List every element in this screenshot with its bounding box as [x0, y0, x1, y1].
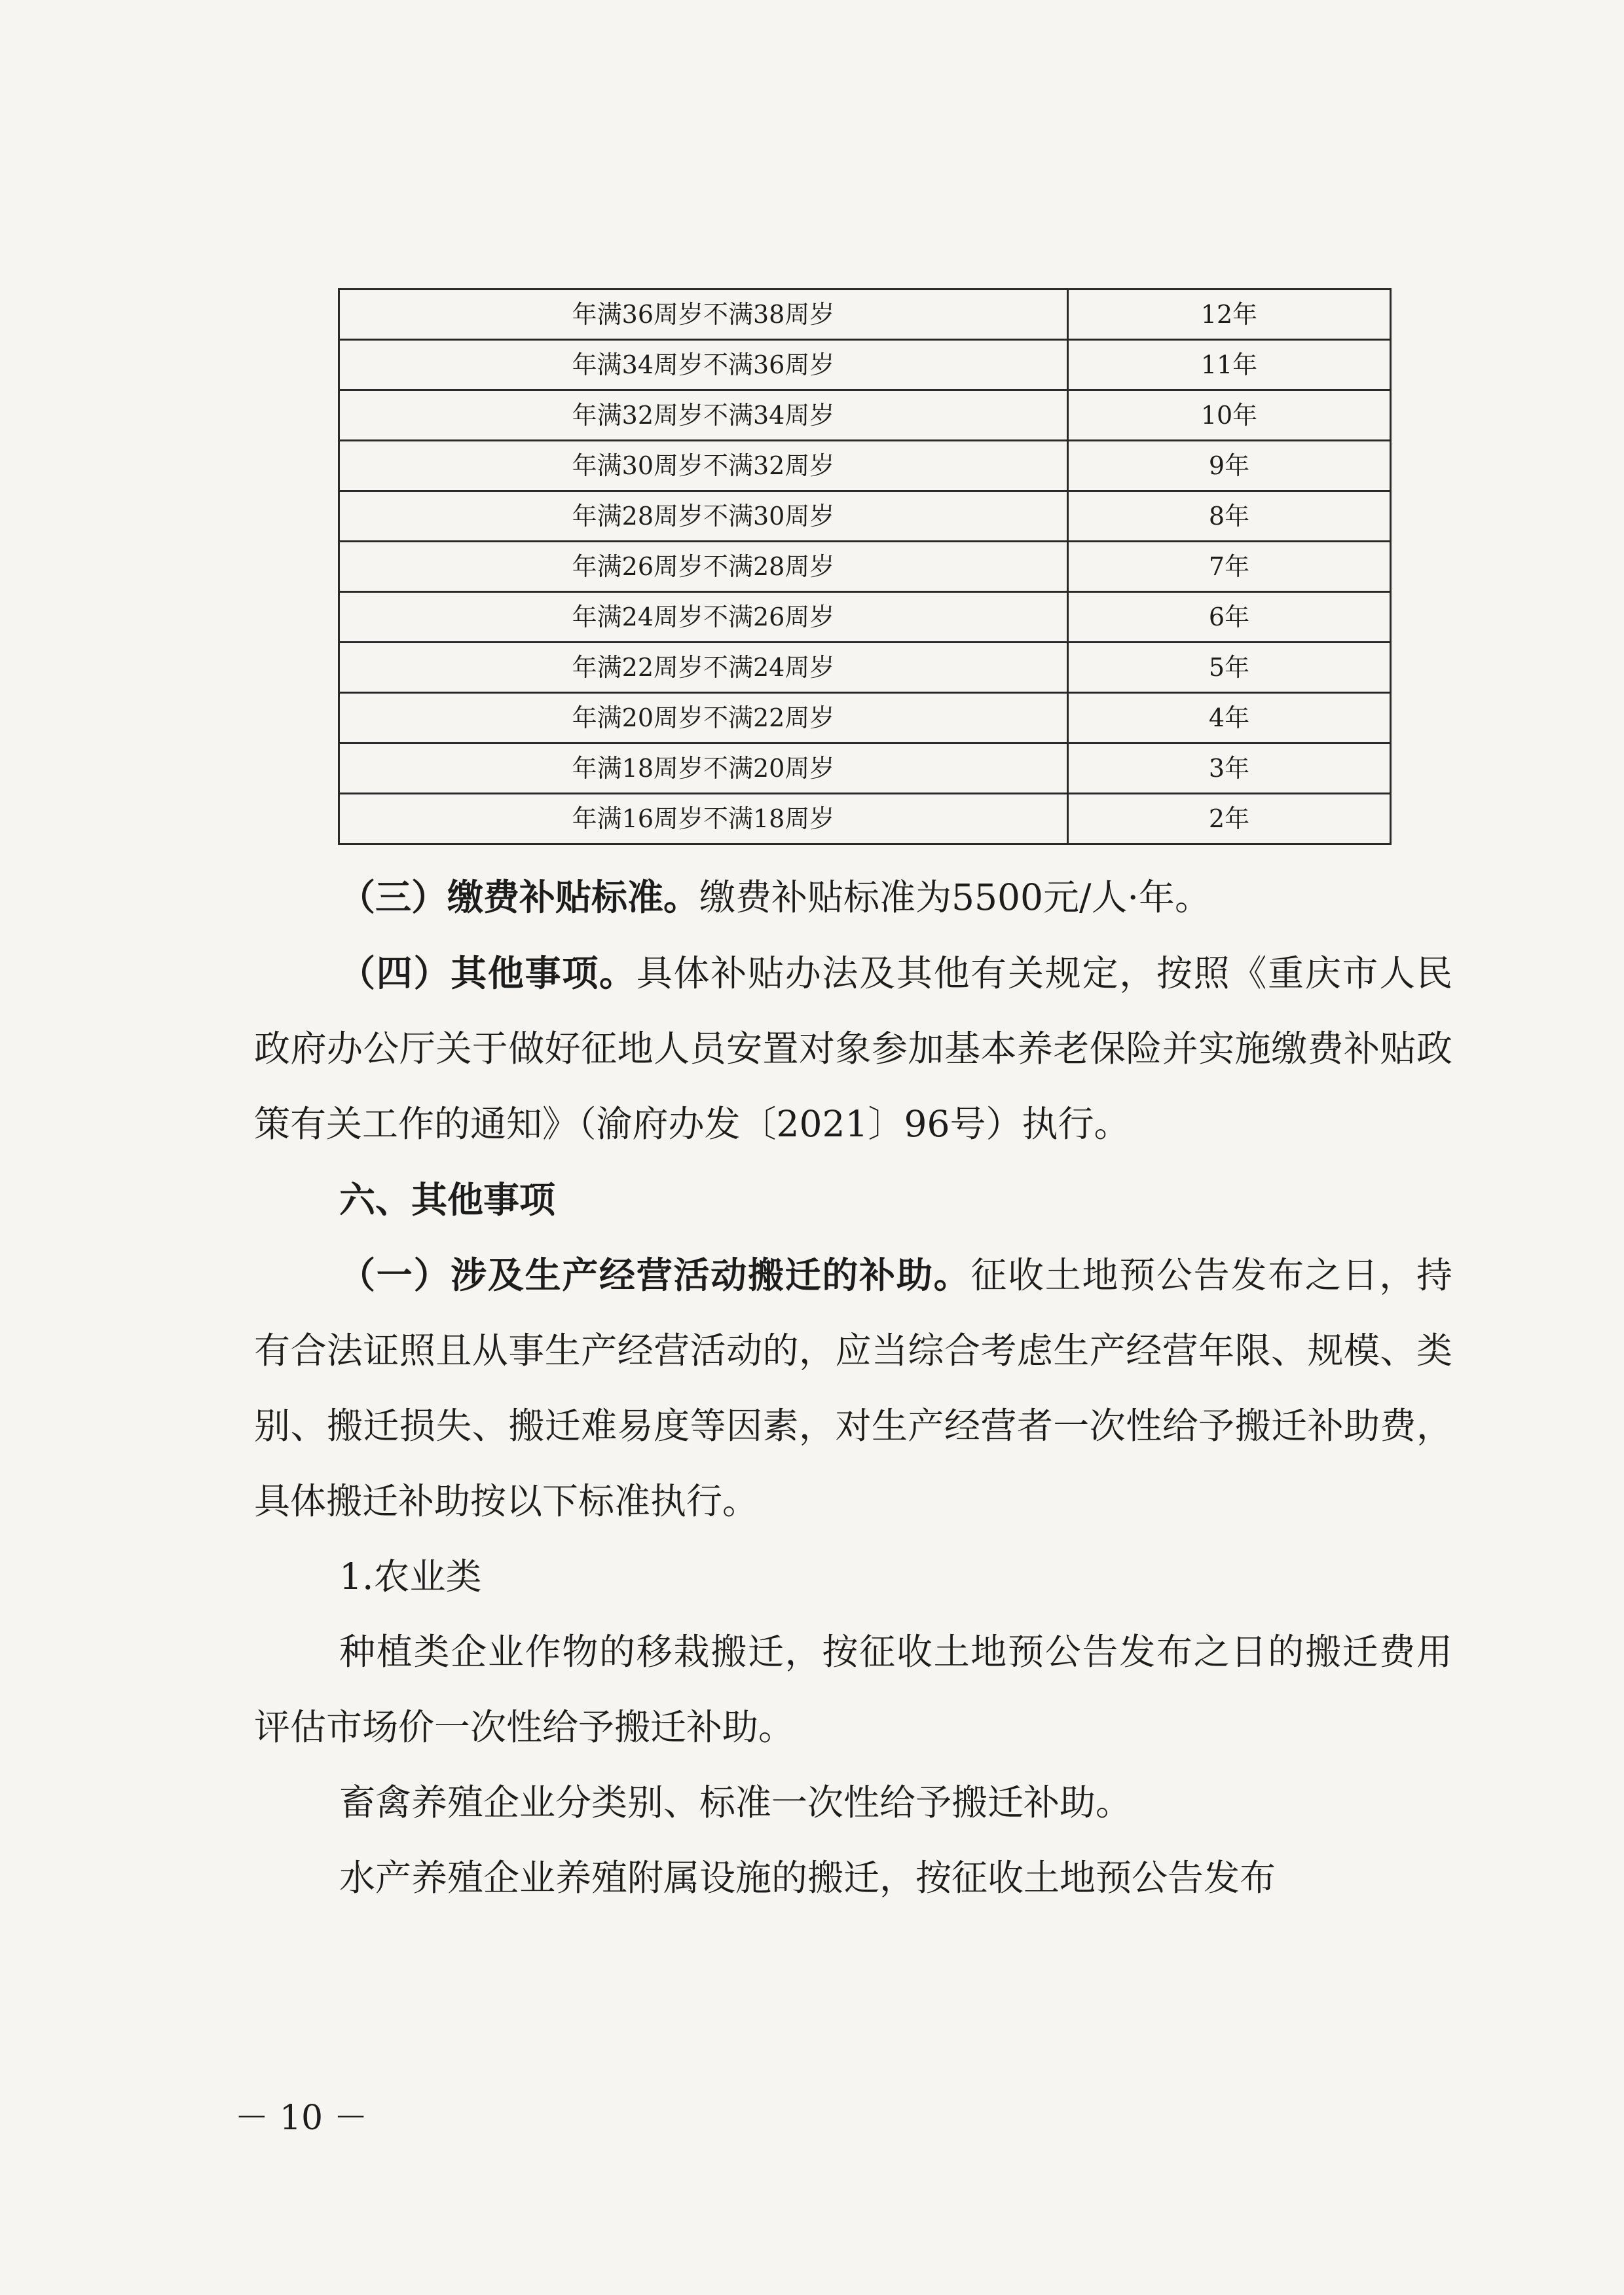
table-row	[339, 289, 1391, 340]
page-number: － 10 －	[234, 2099, 368, 2138]
body-text	[254, 859, 1452, 1916]
years-cell: 7年	[1068, 542, 1391, 592]
table-row	[339, 491, 1391, 542]
age-range-cell: 年满24周岁不满26周岁	[339, 592, 1068, 643]
paragraph-heading: （一）涉及生产经营活动搬迁的补助。	[339, 1254, 971, 1296]
paragraph-heading: （四）其他事项。	[339, 952, 637, 994]
paragraph-contribution-standard	[254, 859, 1452, 935]
paragraph-livestock: 畜禽养殖企业分类别、标准一次性给予搬迁补助。	[339, 1782, 1132, 1823]
table-row	[339, 743, 1391, 794]
table-row	[339, 441, 1391, 491]
table-row	[339, 693, 1391, 743]
years-cell: 2年	[1068, 794, 1391, 844]
item-heading: 1.农业类	[339, 1556, 482, 1597]
years-cell: 12年	[1068, 289, 1391, 340]
table-row	[339, 592, 1391, 643]
age-range-cell: 年满18周岁不满20周岁	[339, 743, 1068, 794]
years-cell: 6年	[1068, 592, 1391, 643]
age-range-cell: 年满26周岁不满28周岁	[339, 542, 1068, 592]
paragraph-planting: 种植类企业作物的移栽搬迁，按征收土地预公告发布之日的搬迁费用评估市场价一次性给予搬迁补助。	[254, 1631, 1452, 1748]
paragraph-body: 具体补贴办法及其他有关规定，按照《重庆市人民政府办公厅关于做好征地人员安置对象参加基本养老保险并实施缴费补贴政策有关工作的通知》（渝府办发〔2021〕96号）执行。	[254, 952, 1452, 1145]
table-body	[339, 289, 1391, 844]
table-row	[339, 340, 1391, 390]
paragraph-relocation-subsidy	[254, 1237, 1452, 1539]
years-cell: 8年	[1068, 491, 1391, 542]
table-row	[339, 794, 1391, 844]
age-range-cell: 年满16周岁不满18周岁	[339, 794, 1068, 844]
years-cell: 5年	[1068, 643, 1391, 693]
age-range-cell: 年满34周岁不满36周岁	[339, 340, 1068, 390]
table-row	[339, 643, 1391, 693]
age-range-cell: 年满22周岁不满24周岁	[339, 643, 1068, 693]
table-row	[339, 390, 1391, 441]
paragraph-other-items	[254, 935, 1452, 1162]
age-range-cell: 年满32周岁不满34周岁	[339, 390, 1068, 441]
paragraph-body: 缴费补贴标准为5500元/人·年。	[699, 876, 1211, 918]
years-cell: 9年	[1068, 441, 1391, 491]
age-years-table	[338, 288, 1392, 845]
age-range-cell: 年满20周岁不满22周岁	[339, 693, 1068, 743]
paragraph-body: 征收土地预公告发布之日，持有合法证照且从事生产经营活动的，应当综合考虑生产经营年限、规模、类别、搬迁损失、搬迁难易度等因素，对生产经营者一次性给予搬迁补助费，具体搬迁补助按以下标准执行。	[254, 1254, 1452, 1522]
years-cell: 4年	[1068, 693, 1391, 743]
years-cell: 11年	[1068, 340, 1391, 390]
section-heading: 六、其他事项	[339, 1178, 556, 1221]
age-range-cell: 年满30周岁不满32周岁	[339, 441, 1068, 491]
table-row	[339, 542, 1391, 592]
age-range-cell: 年满36周岁不满38周岁	[339, 289, 1068, 340]
years-cell: 3年	[1068, 743, 1391, 794]
years-cell: 10年	[1068, 390, 1391, 441]
paragraph-heading: （三）缴费补贴标准。	[339, 876, 700, 918]
age-range-cell: 年满28周岁不满30周岁	[339, 491, 1068, 542]
paragraph-aquaculture: 水产养殖企业养殖附属设施的搬迁，按征收土地预公告发布	[339, 1857, 1276, 1899]
